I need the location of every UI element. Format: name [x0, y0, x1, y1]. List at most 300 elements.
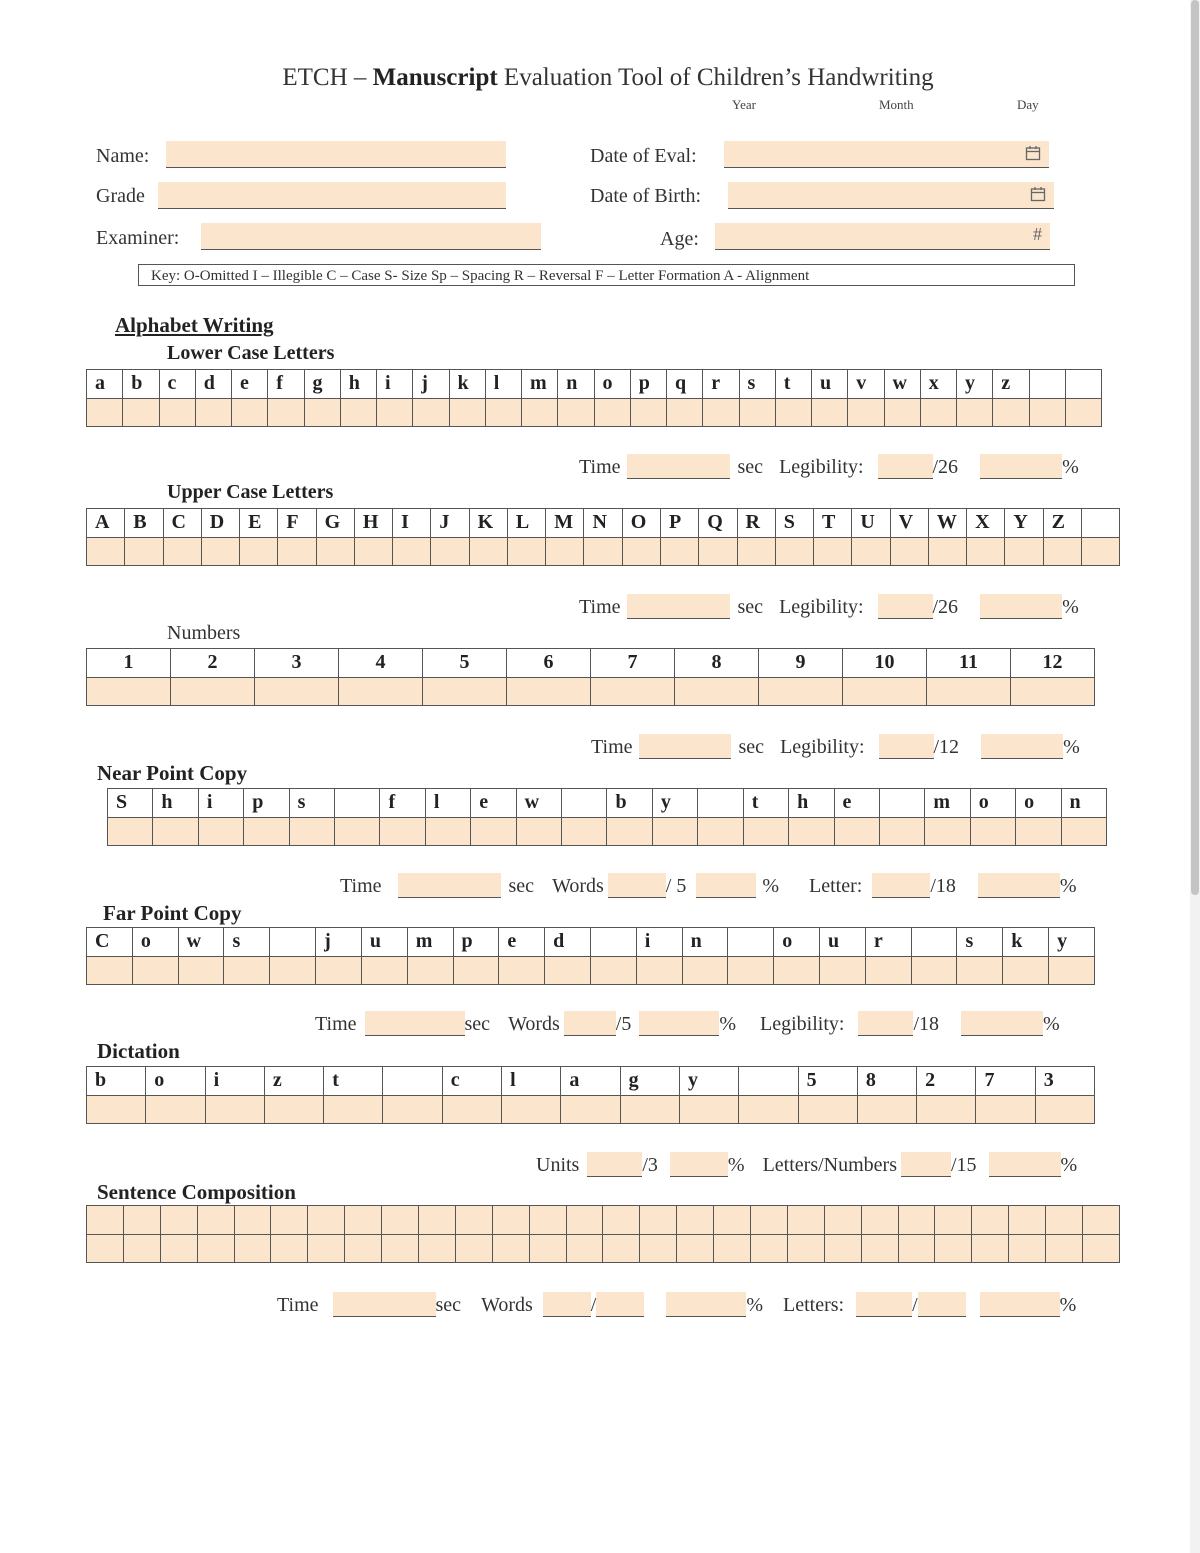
upper-letter-cell: Q — [699, 509, 737, 537]
lower-letter-cell: k — [450, 370, 486, 398]
near-answer-cell[interactable] — [199, 817, 244, 845]
upper-answer-cell[interactable] — [967, 537, 1005, 565]
upper-answer-cell[interactable] — [776, 537, 814, 565]
composition-cell[interactable] — [788, 1234, 825, 1262]
upper-letter-cell: W — [929, 509, 967, 537]
dictation-cell: t — [324, 1067, 383, 1095]
composition-cell[interactable] — [788, 1206, 825, 1234]
composition-cell[interactable] — [677, 1234, 714, 1262]
dictation-answer-cell[interactable] — [502, 1095, 561, 1123]
upper-answer-cell[interactable] — [240, 537, 278, 565]
lower-answer-cell[interactable] — [921, 398, 957, 426]
near-copy-cell: w — [517, 789, 562, 817]
composition-cell[interactable] — [1083, 1234, 1119, 1262]
legibility-input[interactable] — [858, 1011, 913, 1036]
near-answer-cell[interactable] — [607, 817, 652, 845]
lower-letter-cell: v — [848, 370, 884, 398]
number-cell: 7 — [591, 649, 675, 677]
lower-answer-cell[interactable] — [123, 398, 159, 426]
time-input[interactable] — [627, 594, 730, 619]
number-answer-cell[interactable] — [1011, 677, 1094, 705]
upper-letter-cell: H — [355, 509, 393, 537]
lower-letter-cell: s — [740, 370, 776, 398]
lower-letter-cell: c — [160, 370, 196, 398]
near-answer-cell[interactable] — [517, 817, 562, 845]
lower-answer-cell[interactable] — [740, 398, 776, 426]
legibility-percent-input[interactable] — [961, 1011, 1043, 1036]
near-copy-cell — [698, 789, 743, 817]
upper-letter-cell: M — [546, 509, 584, 537]
number-answer-cell[interactable] — [423, 677, 507, 705]
composition-cell[interactable] — [493, 1206, 530, 1234]
scrollbar-thumb[interactable] — [1191, 0, 1199, 895]
dictation-cell: b — [87, 1067, 146, 1095]
upper-answer-cell[interactable] — [623, 537, 661, 565]
lower-letter-cell: t — [776, 370, 812, 398]
composition-cell[interactable] — [751, 1206, 788, 1234]
sentence-composition-grid[interactable] — [86, 1205, 1120, 1263]
dictation-cell: 5 — [799, 1067, 858, 1095]
lower-answer-cell[interactable] — [486, 398, 522, 426]
lower-answer-cell[interactable] — [558, 398, 594, 426]
near-answer-cell[interactable] — [244, 817, 289, 845]
near-answer-cell[interactable] — [653, 817, 698, 845]
time-input[interactable] — [639, 734, 731, 759]
upper-letter-cell: C — [164, 509, 202, 537]
words-total-input[interactable] — [596, 1292, 644, 1317]
far-answer-cell[interactable] — [362, 956, 408, 984]
composition-cell[interactable] — [419, 1206, 456, 1234]
legibility-input[interactable] — [879, 734, 934, 759]
near-answer-cell[interactable] — [290, 817, 335, 845]
composition-cell[interactable] — [899, 1234, 936, 1262]
dictation-answer-cell[interactable] — [265, 1095, 324, 1123]
lower-answer-cell[interactable] — [703, 398, 739, 426]
number-cell: 8 — [675, 649, 759, 677]
lower-letter-cell: i — [377, 370, 413, 398]
near-answer-cell[interactable] — [1016, 817, 1061, 845]
composition-cell[interactable] — [87, 1234, 124, 1262]
far-answer-cell[interactable] — [270, 956, 316, 984]
words-input[interactable] — [564, 1011, 616, 1036]
dictation-answer-cell[interactable] — [799, 1095, 858, 1123]
lower-answer-cell[interactable] — [268, 398, 304, 426]
far-copy-cell: o — [133, 928, 179, 956]
composition-cell[interactable] — [308, 1206, 345, 1234]
lower-answer-cell[interactable] — [87, 398, 123, 426]
dictation-answer-cell[interactable] — [206, 1095, 265, 1123]
dictation-answer-cell[interactable] — [146, 1095, 205, 1123]
near-copy-cell: l — [426, 789, 471, 817]
composition-cell[interactable] — [862, 1234, 899, 1262]
near-copy-cell: t — [744, 789, 789, 817]
near-answer-cell[interactable] — [789, 817, 834, 845]
near-point-stats: Time sec Words / 5 % Letter: /18 % — [340, 875, 1077, 897]
lower-answer-cell[interactable] — [776, 398, 812, 426]
name-label: Name: — [96, 145, 150, 167]
words-percent-input[interactable] — [696, 873, 756, 898]
far-answer-cell[interactable] — [224, 956, 270, 984]
grade-field[interactable] — [158, 182, 506, 209]
time-input[interactable] — [365, 1011, 465, 1036]
composition-cell[interactable] — [124, 1234, 161, 1262]
upper-answer-cell[interactable] — [814, 537, 852, 565]
upper-case-stats: Time sec Legibility: /26 % — [579, 596, 1079, 618]
lower-answer-cell[interactable] — [196, 398, 232, 426]
near-answer-cell[interactable] — [108, 817, 153, 845]
dictation-answer-cell[interactable] — [324, 1095, 383, 1123]
composition-cell[interactable] — [1009, 1206, 1046, 1234]
percent-input[interactable] — [980, 594, 1062, 619]
number-answer-cell[interactable] — [675, 677, 759, 705]
lower-answer-cell[interactable] — [522, 398, 558, 426]
lower-letter-cell: x — [921, 370, 957, 398]
near-answer-cell[interactable] — [744, 817, 789, 845]
letter-input[interactable] — [872, 873, 930, 898]
number-cell: 9 — [759, 649, 843, 677]
upper-answer-cell[interactable] — [164, 537, 202, 565]
far-answer-cell[interactable] — [179, 956, 225, 984]
far-answer-cell[interactable] — [591, 956, 637, 984]
number-answer-cell[interactable] — [507, 677, 591, 705]
dictation-stats: Units /3 % Letters/Numbers /15 % — [536, 1154, 1078, 1176]
far-answer-cell[interactable] — [454, 956, 500, 984]
lower-answer-cell[interactable] — [305, 398, 341, 426]
name-field[interactable] — [166, 141, 506, 168]
upper-answer-cell[interactable] — [738, 537, 776, 565]
far-answer-cell[interactable] — [728, 956, 774, 984]
composition-cell[interactable] — [271, 1206, 308, 1234]
dictation-answer-cell[interactable] — [739, 1095, 798, 1123]
composition-cell[interactable] — [530, 1234, 567, 1262]
upper-answer-cell[interactable] — [278, 537, 316, 565]
near-answer-cell[interactable] — [471, 817, 516, 845]
far-answer-cell[interactable] — [683, 956, 729, 984]
legibility-input[interactable] — [878, 454, 933, 479]
upper-answer-cell[interactable] — [929, 537, 967, 565]
composition-cell[interactable] — [198, 1206, 235, 1234]
upper-letter-cell: F — [278, 509, 316, 537]
composition-cell[interactable] — [87, 1206, 124, 1234]
upper-letter-cell — [1082, 509, 1119, 537]
number-cell: 1 — [87, 649, 171, 677]
lower-answer-cell[interactable] — [848, 398, 884, 426]
lower-letter-cell: y — [957, 370, 993, 398]
far-answer-cell[interactable] — [545, 956, 591, 984]
date-of-eval-field[interactable] — [724, 141, 1049, 168]
composition-cell[interactable] — [1046, 1206, 1083, 1234]
time-input[interactable] — [333, 1292, 436, 1317]
upper-answer-cell[interactable] — [852, 537, 890, 565]
composition-cell[interactable] — [308, 1234, 345, 1262]
numbers-stats: Time sec Legibility: /12 % — [591, 736, 1080, 758]
far-answer-cell[interactable] — [637, 956, 683, 984]
dictation-cell: o — [146, 1067, 205, 1095]
near-answer-cell[interactable] — [335, 817, 380, 845]
composition-cell[interactable] — [567, 1234, 604, 1262]
letters-percent-input[interactable] — [980, 1292, 1060, 1317]
far-copy-cell — [728, 928, 774, 956]
date-of-birth-field[interactable] — [728, 182, 1054, 209]
far-copy-cell: m — [408, 928, 454, 956]
units-percent-input[interactable] — [670, 1152, 728, 1177]
far-answer-cell[interactable] — [499, 956, 545, 984]
lower-letter-cell: r — [703, 370, 739, 398]
upper-answer-cell[interactable] — [1044, 537, 1082, 565]
number-cell: 4 — [339, 649, 423, 677]
far-answer-cell[interactable] — [820, 956, 866, 984]
time-input[interactable] — [627, 454, 730, 479]
number-answer-cell[interactable] — [591, 677, 675, 705]
percent-input[interactable] — [980, 454, 1062, 479]
lower-answer-cell[interactable] — [1066, 398, 1101, 426]
composition-cell[interactable] — [382, 1206, 419, 1234]
far-answer-cell[interactable] — [87, 956, 133, 984]
upper-answer-cell[interactable] — [891, 537, 929, 565]
upper-letter-cell: A — [87, 509, 125, 537]
far-copy-cell: u — [820, 928, 866, 956]
number-answer-cell[interactable] — [759, 677, 843, 705]
composition-cell[interactable] — [235, 1234, 272, 1262]
numbers-heading: Numbers — [167, 622, 241, 644]
far-point-copy-heading: Far Point Copy — [103, 901, 242, 925]
upper-letter-cell: Y — [1005, 509, 1043, 537]
year-label: Year — [732, 97, 756, 112]
lower-answer-cell[interactable] — [667, 398, 703, 426]
composition-cell[interactable] — [899, 1206, 936, 1234]
dictation-answer-cell[interactable] — [858, 1095, 917, 1123]
composition-cell[interactable] — [825, 1206, 862, 1234]
lower-letter-cell: e — [232, 370, 268, 398]
near-answer-cell[interactable] — [380, 817, 425, 845]
composition-cell[interactable] — [456, 1206, 493, 1234]
far-answer-cell[interactable] — [1049, 956, 1094, 984]
number-answer-cell[interactable] — [255, 677, 339, 705]
far-answer-cell[interactable] — [133, 956, 179, 984]
time-input[interactable] — [398, 873, 501, 898]
lower-case-heading: Lower Case Letters — [167, 342, 335, 364]
near-copy-cell: m — [925, 789, 970, 817]
lower-answer-cell[interactable] — [595, 398, 631, 426]
dictation-answer-cell[interactable] — [383, 1095, 442, 1123]
upper-letter-cell: B — [125, 509, 163, 537]
near-answer-cell[interactable] — [1062, 817, 1106, 845]
legibility-input[interactable] — [878, 594, 933, 619]
dictation-answer-cell[interactable] — [621, 1095, 680, 1123]
composition-cell[interactable] — [567, 1206, 604, 1234]
near-answer-cell[interactable] — [698, 817, 743, 845]
letters-numbers-input[interactable] — [901, 1152, 951, 1177]
dictation-cell: a — [561, 1067, 620, 1095]
words-input[interactable] — [608, 873, 666, 898]
dictation-answer-cell[interactable] — [87, 1095, 146, 1123]
near-answer-cell[interactable] — [925, 817, 970, 845]
lower-answer-cell[interactable] — [341, 398, 377, 426]
upper-answer-cell[interactable] — [661, 537, 699, 565]
composition-cell[interactable] — [530, 1206, 567, 1234]
number-answer-cell[interactable] — [927, 677, 1011, 705]
near-copy-cell: i — [199, 789, 244, 817]
near-copy-cell — [335, 789, 380, 817]
lower-answer-cell[interactable] — [232, 398, 268, 426]
lower-answer-cell[interactable] — [957, 398, 993, 426]
upper-answer-cell[interactable] — [584, 537, 622, 565]
far-copy-cell — [912, 928, 958, 956]
number-cell: 10 — [843, 649, 927, 677]
lower-answer-cell[interactable] — [377, 398, 413, 426]
upper-answer-cell[interactable] — [508, 537, 546, 565]
dictation-answer-cell[interactable] — [443, 1095, 502, 1123]
upper-answer-cell[interactable] — [546, 537, 584, 565]
units-input[interactable] — [587, 1152, 642, 1177]
number-answer-cell[interactable] — [843, 677, 927, 705]
composition-cell[interactable] — [935, 1206, 972, 1234]
upper-letter-cell: N — [584, 509, 622, 537]
composition-cell[interactable] — [1083, 1206, 1119, 1234]
far-copy-cell — [591, 928, 637, 956]
lower-answer-cell[interactable] — [450, 398, 486, 426]
grade-label: Grade — [96, 185, 145, 207]
dictation-cell: 3 — [1043, 1069, 1054, 1091]
upper-answer-cell[interactable] — [1005, 537, 1043, 565]
upper-answer-cell[interactable] — [699, 537, 737, 565]
letters-count-input[interactable] — [856, 1292, 912, 1317]
lower-answer-cell[interactable] — [812, 398, 848, 426]
upper-answer-cell[interactable] — [202, 537, 240, 565]
words-count-input[interactable] — [543, 1292, 591, 1317]
upper-answer-cell[interactable] — [87, 537, 125, 565]
number-cell: 6 — [507, 649, 591, 677]
letters-total-input[interactable] — [918, 1292, 966, 1317]
composition-cell[interactable] — [640, 1206, 677, 1234]
far-copy-cell: i — [637, 928, 683, 956]
composition-cell[interactable] — [714, 1206, 751, 1234]
near-copy-cell: n — [1069, 791, 1081, 813]
composition-cell[interactable] — [124, 1206, 161, 1234]
composition-cell[interactable] — [714, 1234, 751, 1262]
dictation-cell: c — [443, 1067, 502, 1095]
composition-cell[interactable] — [603, 1206, 640, 1234]
composition-cell[interactable] — [161, 1206, 198, 1234]
age-label: Age: — [660, 228, 699, 250]
near-answer-cell[interactable] — [153, 817, 198, 845]
composition-cell[interactable] — [235, 1206, 272, 1234]
far-answer-cell[interactable] — [1003, 956, 1049, 984]
lower-case-stats: Time sec Legibility: /26 % — [579, 456, 1079, 478]
lower-answer-cell[interactable] — [1030, 398, 1066, 426]
upper-answer-cell[interactable] — [125, 537, 163, 565]
upper-case-grid — [86, 508, 1120, 566]
examiner-label: Examiner: — [96, 227, 180, 249]
dictation-answer-cell[interactable] — [561, 1095, 620, 1123]
far-copy-cell: n — [683, 928, 729, 956]
far-answer-cell[interactable] — [774, 956, 820, 984]
age-field[interactable] — [715, 223, 1050, 250]
composition-cell[interactable] — [382, 1234, 419, 1262]
composition-cell[interactable] — [603, 1234, 640, 1262]
upper-answer-cell[interactable] — [317, 537, 355, 565]
lower-answer-cell[interactable] — [631, 398, 667, 426]
far-answer-cell[interactable] — [316, 956, 362, 984]
dictation-cell: z — [265, 1067, 324, 1095]
dictation-answer-cell[interactable] — [976, 1095, 1035, 1123]
far-copy-cell: o — [774, 928, 820, 956]
lower-letter-cell: f — [268, 370, 304, 398]
near-answer-cell[interactable] — [426, 817, 471, 845]
lower-answer-cell[interactable] — [160, 398, 196, 426]
examiner-field[interactable] — [201, 223, 541, 250]
composition-cell[interactable] — [198, 1234, 235, 1262]
calendar-icon[interactable] — [1030, 186, 1046, 202]
composition-cell[interactable] — [751, 1234, 788, 1262]
composition-cell[interactable] — [862, 1206, 899, 1234]
lower-letter-cell: g — [305, 370, 341, 398]
calendar-icon[interactable] — [1025, 145, 1041, 161]
far-answer-cell[interactable] — [408, 956, 454, 984]
composition-cell[interactable] — [345, 1234, 382, 1262]
upper-answer-cell[interactable] — [1082, 537, 1119, 565]
composition-cell[interactable] — [345, 1206, 382, 1234]
number-answer-cell[interactable] — [171, 677, 255, 705]
composition-cell[interactable] — [677, 1206, 714, 1234]
letters-numbers-percent-input[interactable] — [989, 1152, 1061, 1177]
far-answer-cell[interactable] — [912, 956, 958, 984]
composition-cell[interactable] — [161, 1234, 198, 1262]
lower-answer-cell[interactable] — [993, 398, 1029, 426]
upper-answer-cell[interactable] — [393, 537, 431, 565]
lower-letter-cell: d — [196, 370, 232, 398]
near-answer-cell[interactable] — [971, 817, 1016, 845]
near-answer-cell[interactable] — [562, 817, 607, 845]
upper-letter-cell: J — [431, 509, 469, 537]
far-answer-cell[interactable] — [866, 956, 912, 984]
lower-answer-cell[interactable] — [885, 398, 921, 426]
composition-cell[interactable] — [972, 1234, 1009, 1262]
composition-cell[interactable] — [935, 1234, 972, 1262]
number-answer-cell[interactable] — [339, 677, 423, 705]
composition-cell[interactable] — [456, 1234, 493, 1262]
far-answer-cell[interactable] — [957, 956, 1003, 984]
dictation-answer-cell[interactable] — [917, 1095, 976, 1123]
percent-input[interactable] — [981, 734, 1063, 759]
composition-cell[interactable] — [493, 1234, 530, 1262]
upper-answer-cell[interactable] — [355, 537, 393, 565]
lower-answer-cell[interactable] — [413, 398, 449, 426]
number-answer-cell[interactable] — [87, 677, 171, 705]
composition-cell[interactable] — [1046, 1234, 1083, 1262]
composition-cell[interactable] — [972, 1206, 1009, 1234]
words-percent-input[interactable] — [639, 1011, 719, 1036]
far-copy-cell: r — [866, 928, 912, 956]
words-percent-input[interactable] — [666, 1292, 746, 1317]
near-copy-cell: h — [789, 789, 834, 817]
upper-answer-cell[interactable] — [470, 537, 508, 565]
letter-percent-input[interactable] — [978, 873, 1060, 898]
upper-letter-cell: E — [240, 509, 278, 537]
composition-cell[interactable] — [640, 1234, 677, 1262]
dictation-cell: y — [680, 1067, 739, 1095]
dictation-answer-cell[interactable] — [680, 1095, 739, 1123]
composition-cell[interactable] — [1009, 1234, 1046, 1262]
near-answer-cell[interactable] — [880, 817, 925, 845]
composition-cell[interactable] — [419, 1234, 456, 1262]
near-answer-cell[interactable] — [835, 817, 880, 845]
lower-letter-cell: q — [667, 370, 703, 398]
upper-answer-cell[interactable] — [431, 537, 469, 565]
composition-cell[interactable] — [271, 1234, 308, 1262]
dictation-answer-cell[interactable] — [1036, 1095, 1094, 1123]
composition-cell[interactable] — [825, 1234, 862, 1262]
